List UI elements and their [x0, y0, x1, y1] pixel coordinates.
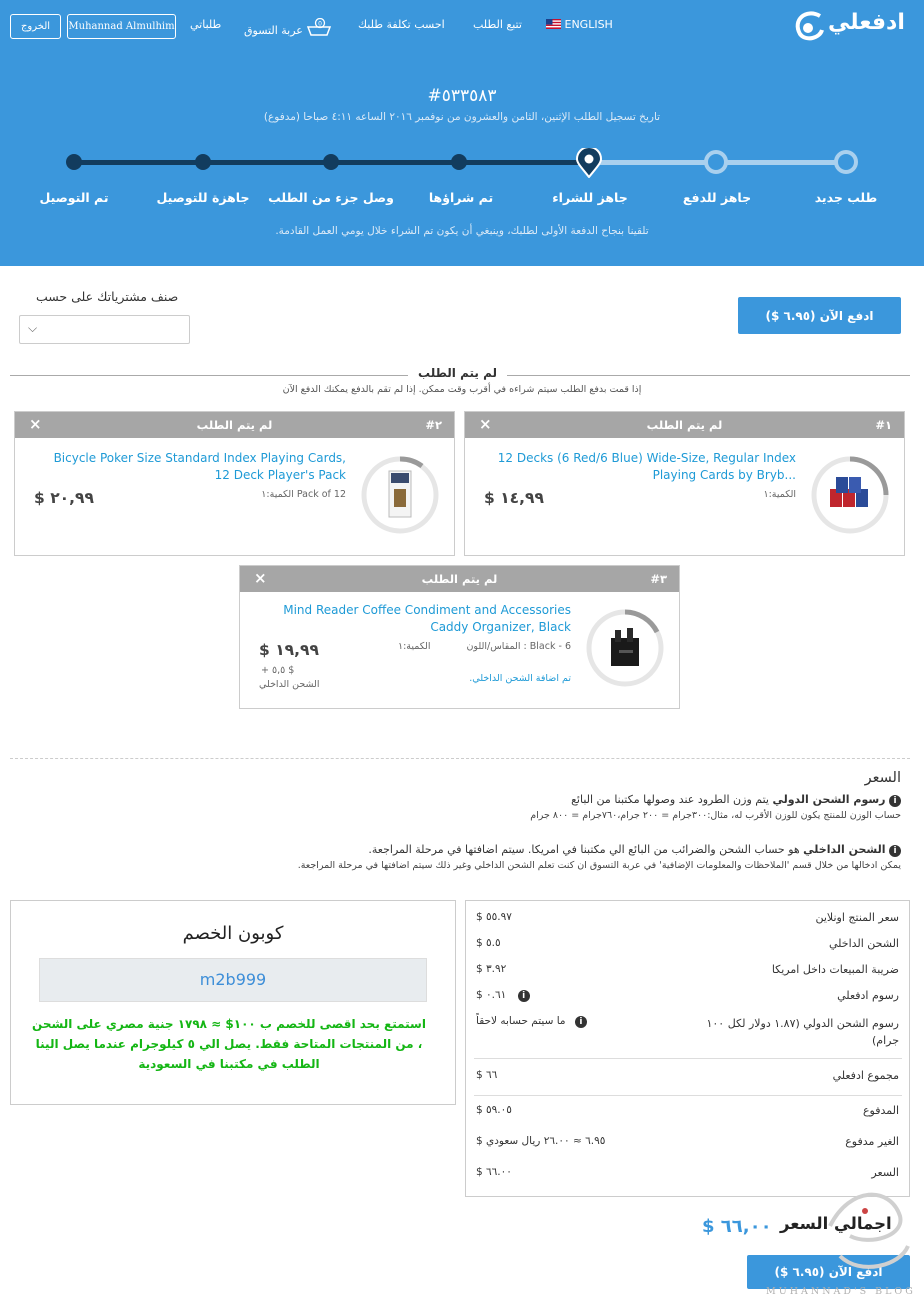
language-label: ENGLISH	[564, 18, 613, 31]
coupon-code-field[interactable]: m2b999	[39, 958, 427, 1002]
chevron-down-icon: ⌵	[28, 321, 38, 335]
item-status: لم يتم الطلب	[421, 572, 498, 586]
item-extra-shipping-label: الشحن الداخلي	[259, 679, 320, 690]
summary-divider	[474, 1058, 902, 1059]
coupon-title: كوبون الخصم	[182, 923, 284, 944]
logout-button[interactable]: الخروج	[10, 14, 61, 39]
order-hero	[0, 0, 924, 266]
price-heading: السعر	[864, 770, 901, 786]
section-subtitle: إذا قمت بدفع الطلب سيتم شراءه في أقرب وقت ممكن. إذا لم تقم بالدفع يمكنك الدفع الآن	[282, 384, 642, 395]
intl-shipping-info-title: رسوم الشحن الدولي	[772, 793, 886, 806]
nav-cart[interactable]	[244, 18, 336, 40]
summary-label-intl: رسوم الشحن الدولي (١.٨٧ دولار لكل ١٠٠ جرام)	[706, 1017, 899, 1047]
step-label-2: جاهز للدفع	[682, 190, 752, 205]
summary-value-fees	[476, 989, 530, 1002]
item-image	[585, 608, 665, 688]
remove-item-icon[interactable]: ×	[254, 569, 267, 587]
coupon-message: استمتع بحد اقصى للخصم ب ١٠٠$ ≈ ١٧٩٨ جنية مصري على الشحن ، من المنتجات المتاحة فقط. يصل الي ٥ كيلوجرام عندما يصل الينا الطلب في مكتبنا في السعودية	[32, 1017, 426, 1071]
nav-language[interactable]	[546, 18, 613, 31]
summary-label-online: سعر المنتج اونلاين	[815, 911, 899, 924]
card-header	[465, 412, 904, 438]
step-label-1: طلب جديد	[814, 190, 878, 205]
summary-label-unpaid: الغير مدفوع	[845, 1135, 899, 1148]
nav-calc-cost[interactable]: احسب تكلفة طلبك	[358, 18, 445, 31]
remove-item-icon[interactable]: ×	[479, 415, 492, 433]
user-button[interactable]: Muhannad Almulhim	[67, 14, 176, 39]
order-date: تاريخ تسجيل الطلب الإثنين، الثامن والعشرون من نوفمبر ٢٠١٦ الساعه ٤:١١ صباحا (مدفوع)	[263, 111, 661, 123]
item-status: لم يتم الطلب	[646, 418, 723, 432]
intl-shipping-info-text: يتم وزن الطرود عند وصولها مكتبنا من البائع	[571, 793, 773, 806]
summary-value-intl	[476, 1015, 587, 1028]
step-dot-1	[834, 150, 858, 174]
domestic-shipping-info	[368, 843, 901, 857]
remove-item-icon[interactable]: ×	[29, 415, 42, 433]
total-price-value: $ ٦٦,٠٠	[702, 1216, 772, 1237]
item-title-link[interactable]: Bicycle Poker Size Standard Index Playing Cards, 12 Deck Player's Pack	[53, 451, 346, 482]
summary-value-unpaid: $ ٦.٩٥ ≈ ٢٦.٠٠ ريال سعودي	[476, 1135, 606, 1147]
step-label-6: جاهزة للتوصيل	[156, 190, 250, 205]
summary-label-adf-total: مجموع ادفعلي	[832, 1069, 899, 1082]
section-title: لم يتم الطلب	[408, 366, 507, 380]
pay-now-bottom-button[interactable]: ادفع الآن (٦.٩٥ $)	[747, 1255, 910, 1289]
domestic-shipping-sub: يمكن ادخالها من خلال قسم 'الملاحظات والمعلومات الإضافية' في عربة التسوق ان كنت تعلم الشحن الداخلي وغير ذلك سيتم اضافتها في مرحلة المراجعة.	[297, 860, 901, 871]
sort-select[interactable]	[19, 315, 190, 344]
logo-swirl-icon	[790, 6, 830, 46]
total-price-label: اجمالي السعر	[780, 1214, 892, 1233]
summary-value-adf-total: $ ٦٦	[476, 1069, 498, 1081]
item-quantity: الكمية:١ Pack of 12	[261, 489, 346, 500]
signature-watermark-icon	[810, 1166, 918, 1286]
sort-label: صنف مشترياتك على حسب	[36, 289, 179, 304]
summary-value-fees-text: $ ٠.٦١	[476, 989, 507, 1001]
summary-value-price: $ ٦٦.٠٠	[476, 1166, 512, 1178]
summary-divider	[474, 1095, 902, 1096]
item-shipping-added: تم اضافة الشحن الداخلي.	[469, 673, 571, 684]
nav-track-order[interactable]: تتبع الطلب	[473, 18, 522, 31]
item-number: #٢	[425, 418, 442, 432]
step-label-5: وصل جزء من الطلب	[268, 190, 394, 205]
coupon-box	[10, 900, 456, 1105]
intl-shipping-info	[571, 793, 901, 807]
step-label-7: تم التوصيل	[39, 190, 109, 205]
order-number: #٥٣٣٥٨٣	[427, 86, 497, 106]
order-item-card-3	[239, 565, 680, 709]
summary-label-paid: المدفوع	[862, 1104, 899, 1117]
item-extra-shipping: + ٥,٥ $	[261, 665, 295, 676]
item-title-link[interactable]: 12 Decks (6 Red/6 Blue) Wide-Size, Regular Index Playing Cards by Bryb...	[497, 451, 796, 482]
info-icon: i	[889, 845, 901, 857]
item-number: #٣	[650, 572, 667, 586]
intl-shipping-sub: حساب الوزن للمنتج يكون للوزن الأقرب له، مثال:٣٠٠جرام = ٢٠٠ جرام،٧٦٠جرام = ٨٠٠ جرام	[530, 810, 901, 821]
summary-value-online: $ ٥٥.٩٧	[476, 911, 512, 923]
item-image	[360, 455, 440, 535]
nav-cart-label: عربة التسوق	[244, 24, 303, 37]
summary-label-tax: ضريبة المبيعات داخل امريكا	[771, 963, 899, 976]
item-size: المقاس/اللون : Black - 6	[466, 641, 571, 652]
nav-my-orders[interactable]: طلباتي	[190, 18, 222, 31]
item-status: لم يتم الطلب	[196, 418, 273, 432]
step-dot-4	[451, 154, 467, 170]
step-dot-2	[704, 150, 728, 174]
summary-value-paid: $ ٥٩.٠٥	[476, 1104, 512, 1116]
item-price: $ ١٩,٩٩	[259, 641, 319, 659]
cart-icon	[306, 18, 336, 40]
card-header	[15, 412, 454, 438]
domestic-shipping-info-text: هو حساب الشحن والضرائب من البائع الي مكتبنا في امريكا. سيتم اضافتها في مرحلة المراجعة.	[368, 843, 804, 856]
order-item-card-1	[464, 411, 905, 556]
info-icon[interactable]: i	[575, 1016, 587, 1028]
step-dot-6	[195, 154, 211, 170]
logo-text: ادفعلي	[828, 10, 905, 35]
item-price: $ ١٤,٩٩	[484, 489, 544, 507]
summary-value-intl-text: ما سيتم حسابه لاحقاً	[476, 1015, 566, 1027]
us-flag-icon	[546, 19, 561, 29]
card-header	[240, 566, 679, 592]
summary-label-domestic: الشحن الداخلي	[828, 937, 899, 950]
summary-value-domestic: $ ٥.٥	[476, 937, 501, 949]
blog-watermark: MUHANNAD'S BLOG	[766, 1286, 916, 1297]
step-label-4: تم شراؤها	[428, 190, 494, 205]
domestic-shipping-info-title: الشحن الداخلي	[803, 843, 886, 856]
pay-now-button[interactable]: ادفع الآن (٦.٩٥ $)	[738, 297, 901, 334]
item-number: #١	[875, 418, 892, 432]
info-icon[interactable]: i	[518, 990, 530, 1002]
dashed-divider	[10, 758, 910, 759]
item-price: $ ٢٠,٩٩	[34, 489, 94, 507]
step-dot-7	[66, 154, 82, 170]
order-item-card-2	[14, 411, 455, 556]
item-title-link[interactable]: Mind Reader Coffee Condiment and Accessories Caddy Organizer, Black	[283, 603, 571, 634]
item-quantity: الكمية:١	[398, 641, 431, 652]
step-note: تلقينا بنجاح الدفعة الأولى لطلبك، وينبغي أن يكون تم الشراء خلال يومي العمل القادمة.	[275, 225, 649, 237]
current-step-pin-icon	[576, 148, 602, 178]
site-logo[interactable]	[790, 4, 910, 46]
summary-value-tax: $ ٣.٩٢	[476, 963, 507, 975]
step-label-3: جاهز للشراء	[552, 190, 628, 205]
svg-text:0: 0	[318, 20, 323, 28]
summary-label-price: السعر	[871, 1166, 899, 1179]
item-image	[810, 455, 890, 535]
item-quantity: الكمية:١	[763, 489, 796, 500]
price-summary-box	[465, 900, 910, 1197]
summary-label-fees: رسوم ادفعلي	[837, 989, 899, 1002]
info-icon: i	[889, 795, 901, 807]
step-dot-5	[323, 154, 339, 170]
